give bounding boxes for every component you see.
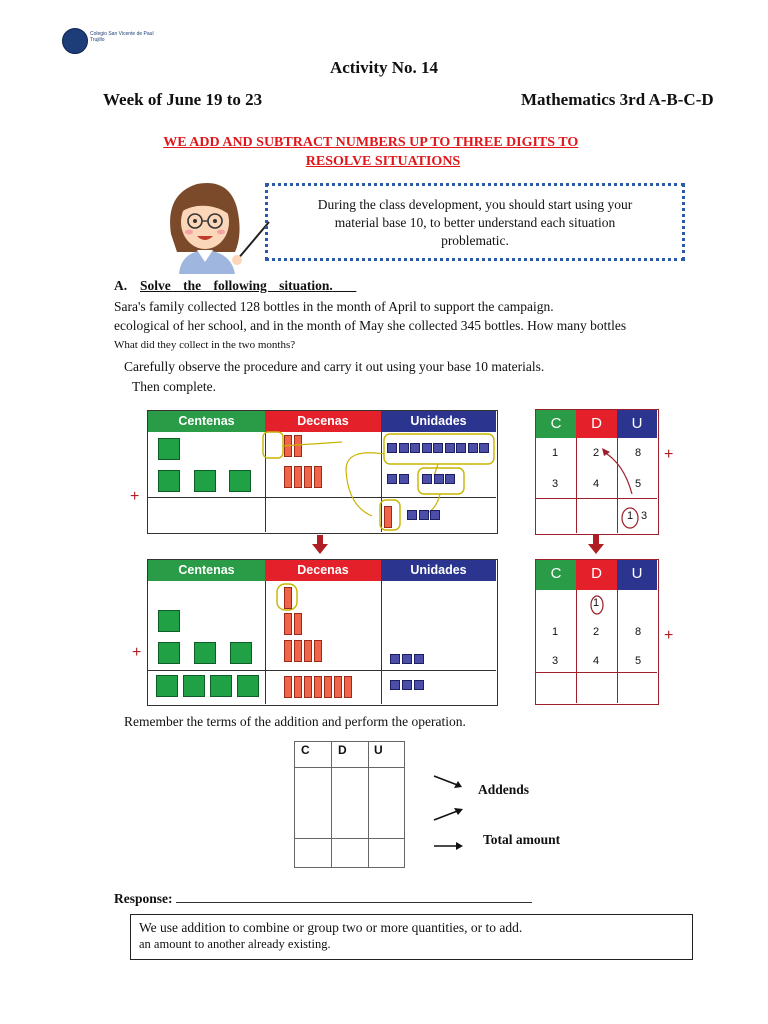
cdu-header-u: U: [617, 410, 657, 438]
cdu-header-u: U: [617, 560, 657, 590]
ten-bar: [334, 676, 342, 698]
sum-header-u: U: [374, 743, 383, 757]
total-amount-label: Total amount: [483, 832, 561, 847]
ten-bar: [284, 676, 292, 698]
response-label: Response:: [114, 891, 173, 906]
carry-circle: [587, 594, 607, 616]
unit-cube: [445, 474, 455, 484]
hundred-block: [237, 675, 259, 697]
definition-line-1: We use addition to combine or group two or more quantities, or to add.: [139, 920, 523, 935]
instruction-1-line-2: Then complete.: [132, 379, 216, 394]
response-row: [114, 890, 532, 907]
plus-sign: +: [664, 627, 674, 644]
header-decenas-bottom: Decenas: [265, 560, 381, 581]
sum-table: [294, 741, 405, 868]
header-centenas-bottom: Centenas: [148, 560, 265, 581]
unit-cube: [479, 443, 489, 453]
cdu-bottom-u1: 8: [634, 626, 642, 638]
sum-header-d: D: [338, 743, 347, 757]
ten-bar: [284, 640, 292, 662]
activity-title: Activity No. 14: [329, 58, 439, 77]
response-input-line[interactable]: [176, 890, 532, 903]
hundred-block: [194, 470, 216, 492]
school-logo-text: Colegio San Vicente de Paul Trujillo: [90, 31, 154, 43]
cdu-bottom-c2: 3: [551, 655, 559, 667]
section-a-heading: [114, 278, 356, 294]
ten-bar: [304, 676, 312, 698]
hundred-block: [158, 642, 180, 664]
unit-cube: [419, 510, 429, 520]
plus-sign: +: [132, 644, 142, 661]
note-line-1: During the class development, you should start using your: [317, 197, 633, 212]
ten-bar: [314, 676, 322, 698]
cdu-header-c: C: [536, 560, 576, 590]
unit-cube: [387, 443, 397, 453]
cdu-header-d: D: [576, 560, 617, 590]
note-line-2: material base 10, to better understand each situation: [334, 215, 616, 230]
unit-cube: [414, 654, 424, 664]
headline: [100, 133, 680, 171]
cdu-top-c1: 1: [551, 447, 559, 459]
cdu-top-d1: 2: [592, 447, 600, 459]
cdu-top-carry-digit: 1: [626, 510, 634, 522]
unit-cube: [410, 443, 420, 453]
carry-arrow-annotation: [596, 446, 646, 532]
unit-cube: [434, 474, 444, 484]
unit-cube: [456, 443, 466, 453]
problem-line-3: What did they collect in the two months?: [114, 339, 296, 351]
unit-cube: [399, 474, 409, 484]
cdu-header-c: C: [536, 410, 576, 438]
cdu-bottom-carry: 1: [592, 597, 600, 609]
hundred-block: [183, 675, 205, 697]
addends-label: Addends: [478, 782, 530, 797]
hundred-block: [194, 642, 216, 664]
hundred-block: [156, 675, 178, 697]
header-centenas-top: Centenas: [148, 411, 265, 432]
unit-cube: [407, 510, 417, 520]
unit-cube: [445, 443, 455, 453]
cdu-top-u2: 5: [634, 478, 642, 490]
definition-box: [130, 914, 693, 960]
unit-cube: [402, 654, 412, 664]
cdu-bottom-d2: 4: [592, 655, 600, 667]
sum-header-c: C: [301, 743, 310, 757]
down-arrow-icon: [312, 535, 328, 555]
cdu-top-d2: 4: [592, 478, 600, 490]
plus-sign: +: [130, 488, 140, 505]
right-arrow-icon: [432, 772, 466, 792]
ten-bar: [284, 613, 292, 635]
header-decenas-top: Decenas: [265, 411, 381, 432]
unit-cube: [414, 680, 424, 690]
plus-sign: +: [664, 446, 674, 463]
note-line-3: problematic.: [441, 233, 509, 248]
problem-line-1: Sara's family collected 128 bottles in the month of April to support the campaign.: [114, 299, 554, 314]
headline-line-2: RESOLVE SITUATIONS: [305, 154, 461, 169]
hundred-block: [229, 470, 251, 492]
cdu-top-c2: 3: [551, 478, 559, 490]
section-a-label: A.: [114, 278, 128, 293]
ten-bar: [324, 676, 332, 698]
section-a-title: Solve the following situation.: [140, 278, 333, 293]
definition-line-2: an amount to another already existing.: [139, 937, 331, 951]
hundred-block: [158, 438, 180, 460]
ten-bar: [294, 676, 302, 698]
unit-cube: [422, 474, 432, 484]
header-unidades-bottom: Unidades: [381, 560, 496, 581]
down-arrow-icon: [588, 535, 604, 555]
ten-bar: [294, 613, 302, 635]
week-label: Week of June 19 to 23: [103, 90, 263, 109]
unit-cube: [430, 510, 440, 520]
cdu-bottom-c1: 1: [551, 626, 559, 638]
cdu-top-u1: 8: [634, 447, 642, 459]
unit-cube: [399, 443, 409, 453]
school-logo: [62, 28, 152, 54]
unit-cube: [387, 474, 397, 484]
hundred-block: [210, 675, 232, 697]
cdu-bottom-d1: 2: [592, 626, 600, 638]
unit-cube: [402, 680, 412, 690]
ten-bar: [304, 640, 312, 662]
hundred-block: [230, 642, 252, 664]
hundred-block: [158, 470, 180, 492]
cdu-bottom-u2: 5: [634, 655, 642, 667]
right-arrow-icon: [432, 838, 466, 854]
right-arrow-icon: [432, 804, 466, 824]
problem-line-2: ecological of her school, and in the month of May she collected 345 bottles. How many bottles: [114, 318, 627, 333]
headline-line-1: WE ADD AND SUBTRACT NUMBERS UP TO THREE DIGITS TO: [163, 135, 579, 150]
unit-cube: [433, 443, 443, 453]
cdu-top-result-u: 3: [640, 510, 648, 522]
ten-bar: [284, 587, 292, 609]
ten-bar: [294, 640, 302, 662]
hundred-block: [158, 610, 180, 632]
unit-cube: [390, 680, 400, 690]
subject-label: Mathematics 3rd A-B-C-D: [521, 90, 714, 109]
unit-cube: [390, 654, 400, 664]
unit-cube: [422, 443, 432, 453]
ten-bar: [314, 640, 322, 662]
teacher-illustration: [157, 174, 275, 274]
school-logo-icon: [62, 28, 88, 54]
instruction-2: Remember the terms of the addition and perform the operation.: [124, 714, 466, 729]
ten-bar: [344, 676, 352, 698]
instruction-note-box: [265, 183, 685, 261]
instruction-1-line-1: Carefully observe the procedure and carry it out using your base 10 materials.: [124, 359, 545, 374]
unit-cube: [468, 443, 478, 453]
header-unidades-top: Unidades: [381, 411, 496, 432]
cdu-header-d: D: [576, 410, 617, 438]
instruction-1: [124, 357, 544, 397]
